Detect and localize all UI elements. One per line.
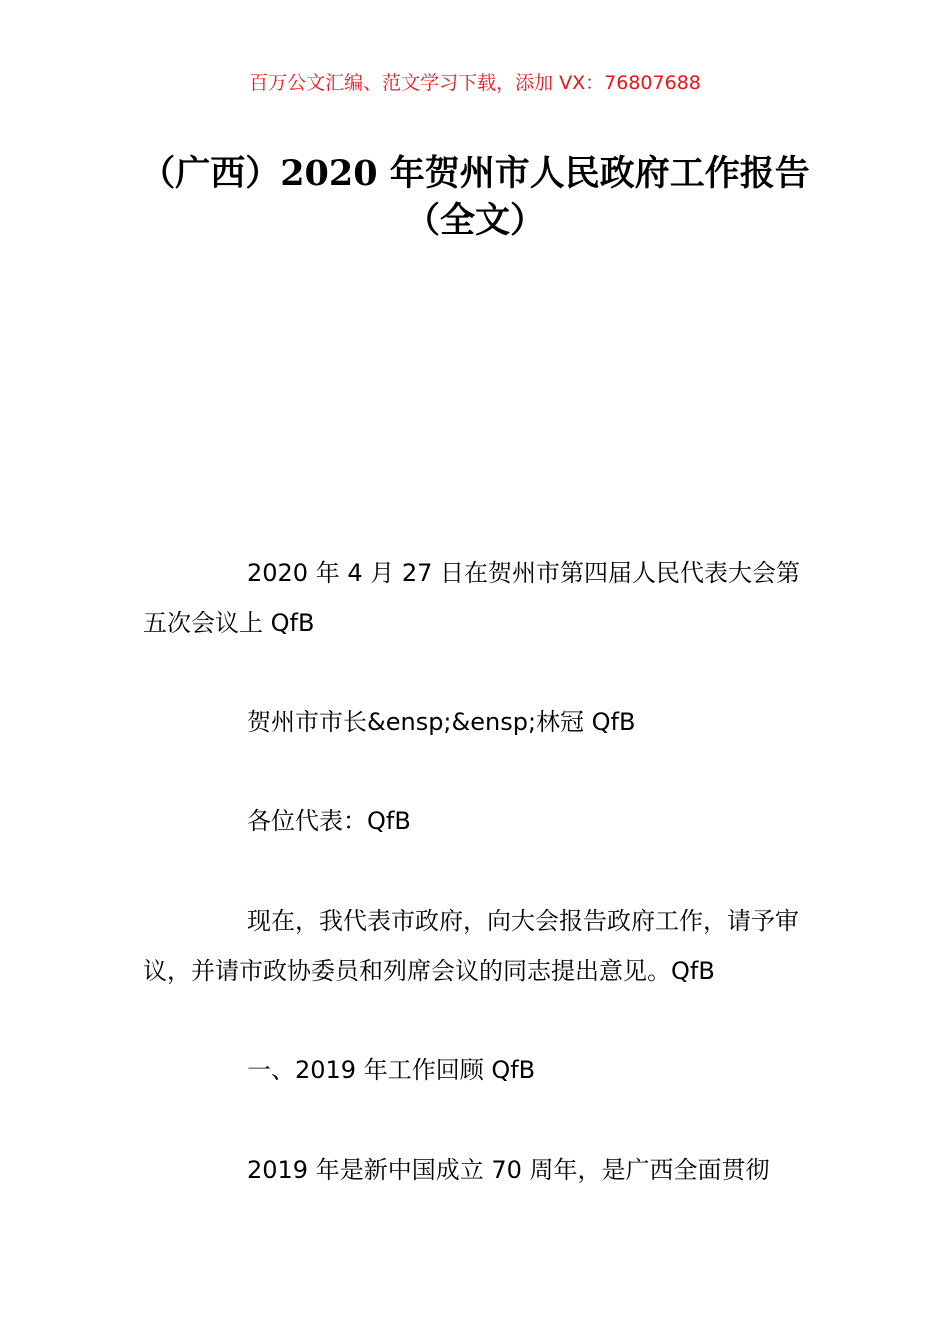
paragraph-meeting: 2020 年 4 月 27 日在贺州市第四届人民代表大会第五次会议上 QfB bbox=[143, 559, 801, 637]
header-note: 百万公文汇编、范文学习下载，添加 VX：76807688 bbox=[249, 72, 701, 94]
document-title bbox=[0, 150, 950, 244]
title-line-2: （全文） bbox=[404, 200, 545, 241]
paragraph-salutation: 各位代表：QfB bbox=[247, 807, 411, 835]
paragraph-intro: 现在，我代表市政府，向大会报告政府工作，请予审议，并请市政协委员和列席会议的同志提出意见。QfB bbox=[143, 907, 799, 985]
paragraph-mayor: 贺州市市长&ensp;&ensp;林冠 QfB bbox=[247, 708, 636, 736]
title-line-1: （广西）2020 年贺州市人民政府工作报告 bbox=[140, 153, 810, 194]
section-heading: 一、2019 年工作回顾 QfB bbox=[247, 1056, 536, 1084]
paragraph-review: 2019 年是新中国成立 70 周年，是广西全面贯彻 bbox=[247, 1156, 770, 1184]
